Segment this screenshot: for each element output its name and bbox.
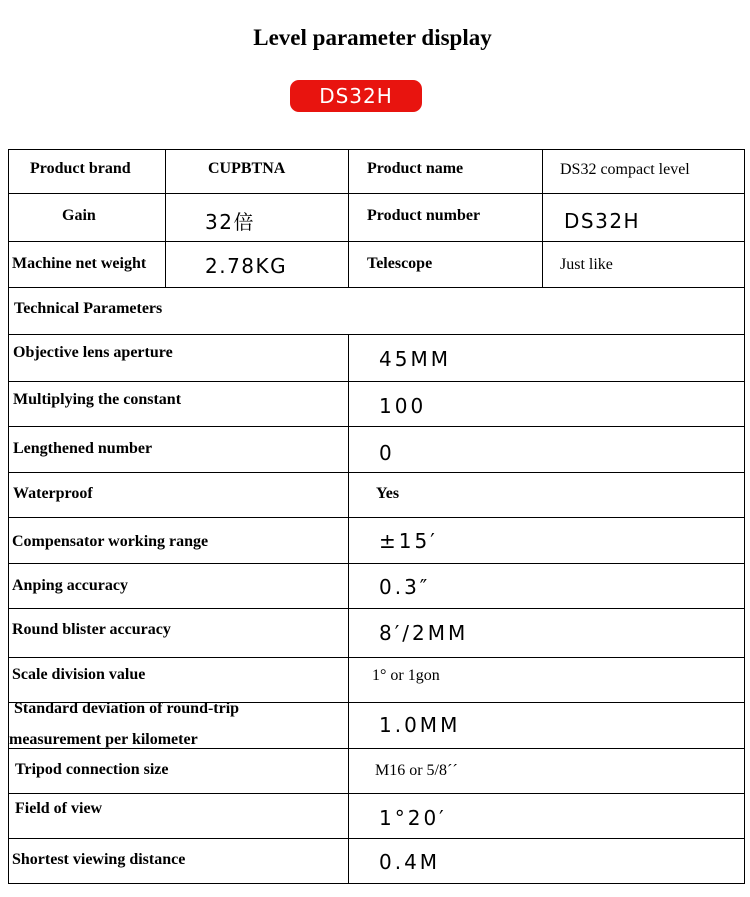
label-product-name: Product name <box>367 160 464 177</box>
table-divider <box>542 149 543 288</box>
param-value: 0.4M <box>379 850 441 874</box>
param-label: Field of view <box>15 800 103 817</box>
label-machine-net-weight: Machine net weight <box>12 255 147 272</box>
param-value: Yes <box>376 485 400 502</box>
param-label: Shortest viewing distance <box>12 851 186 868</box>
model-badge: DS32H <box>290 80 422 112</box>
table-line <box>8 517 745 518</box>
param-value: 1°20′ <box>379 806 447 830</box>
value-product-number: DS32H <box>564 209 641 233</box>
table-line <box>8 883 745 884</box>
label-product-number: Product number <box>367 207 481 224</box>
label-telescope: Telescope <box>367 255 433 272</box>
table-line <box>8 838 745 839</box>
param-label: measurement per kilometer <box>9 731 198 748</box>
table-line <box>8 193 745 194</box>
param-value: M16 or 5/8´´ <box>375 762 458 779</box>
table-divider <box>165 149 166 288</box>
param-label: Tripod connection size <box>15 761 169 778</box>
page-title: Level parameter display <box>253 25 492 50</box>
param-label: Round blister accuracy <box>12 621 171 638</box>
table-line <box>8 426 745 427</box>
table-line <box>8 563 745 564</box>
value-telescope: Just like <box>560 256 613 273</box>
param-value: 45MM <box>379 347 451 371</box>
table-line <box>8 472 745 473</box>
param-label: Waterproof <box>13 485 93 502</box>
param-label: Lengthened number <box>13 440 153 457</box>
table-line <box>8 149 745 150</box>
table-line <box>8 793 745 794</box>
param-label: Anping accuracy <box>12 577 128 594</box>
param-label: Standard deviation of round-trip <box>14 700 240 717</box>
table-line <box>8 381 745 382</box>
param-value: ±15′ <box>379 529 438 553</box>
param-value: 0 <box>379 441 395 465</box>
table-divider <box>348 149 349 288</box>
table-line <box>8 608 745 609</box>
param-value: 0.3″ <box>379 575 431 599</box>
table-line <box>8 287 745 288</box>
value-machine-net-weight: 2.78KG <box>205 254 288 278</box>
param-value: 1° or 1gon <box>372 667 440 684</box>
param-value: 8′/2MM <box>379 621 469 645</box>
label-gain: Gain <box>62 207 96 224</box>
section-title: Technical Parameters <box>14 300 163 317</box>
param-label: Objective lens aperture <box>13 344 173 361</box>
param-value: 1.0MM <box>379 713 461 737</box>
value-product-name: DS32 compact level <box>560 161 690 178</box>
table-line <box>8 241 745 242</box>
value-gain: 32倍 <box>205 210 255 234</box>
param-label: Scale division value <box>12 666 146 683</box>
label-product-brand: Product brand <box>30 160 131 177</box>
table-line <box>8 657 745 658</box>
table-divider <box>348 334 349 884</box>
param-label: Multiplying the constant <box>13 391 182 408</box>
param-value: 100 <box>379 394 427 418</box>
param-label: Compensator working range <box>12 533 209 550</box>
value-product-brand: CUPBTNA <box>208 160 286 177</box>
table-line <box>8 334 745 335</box>
